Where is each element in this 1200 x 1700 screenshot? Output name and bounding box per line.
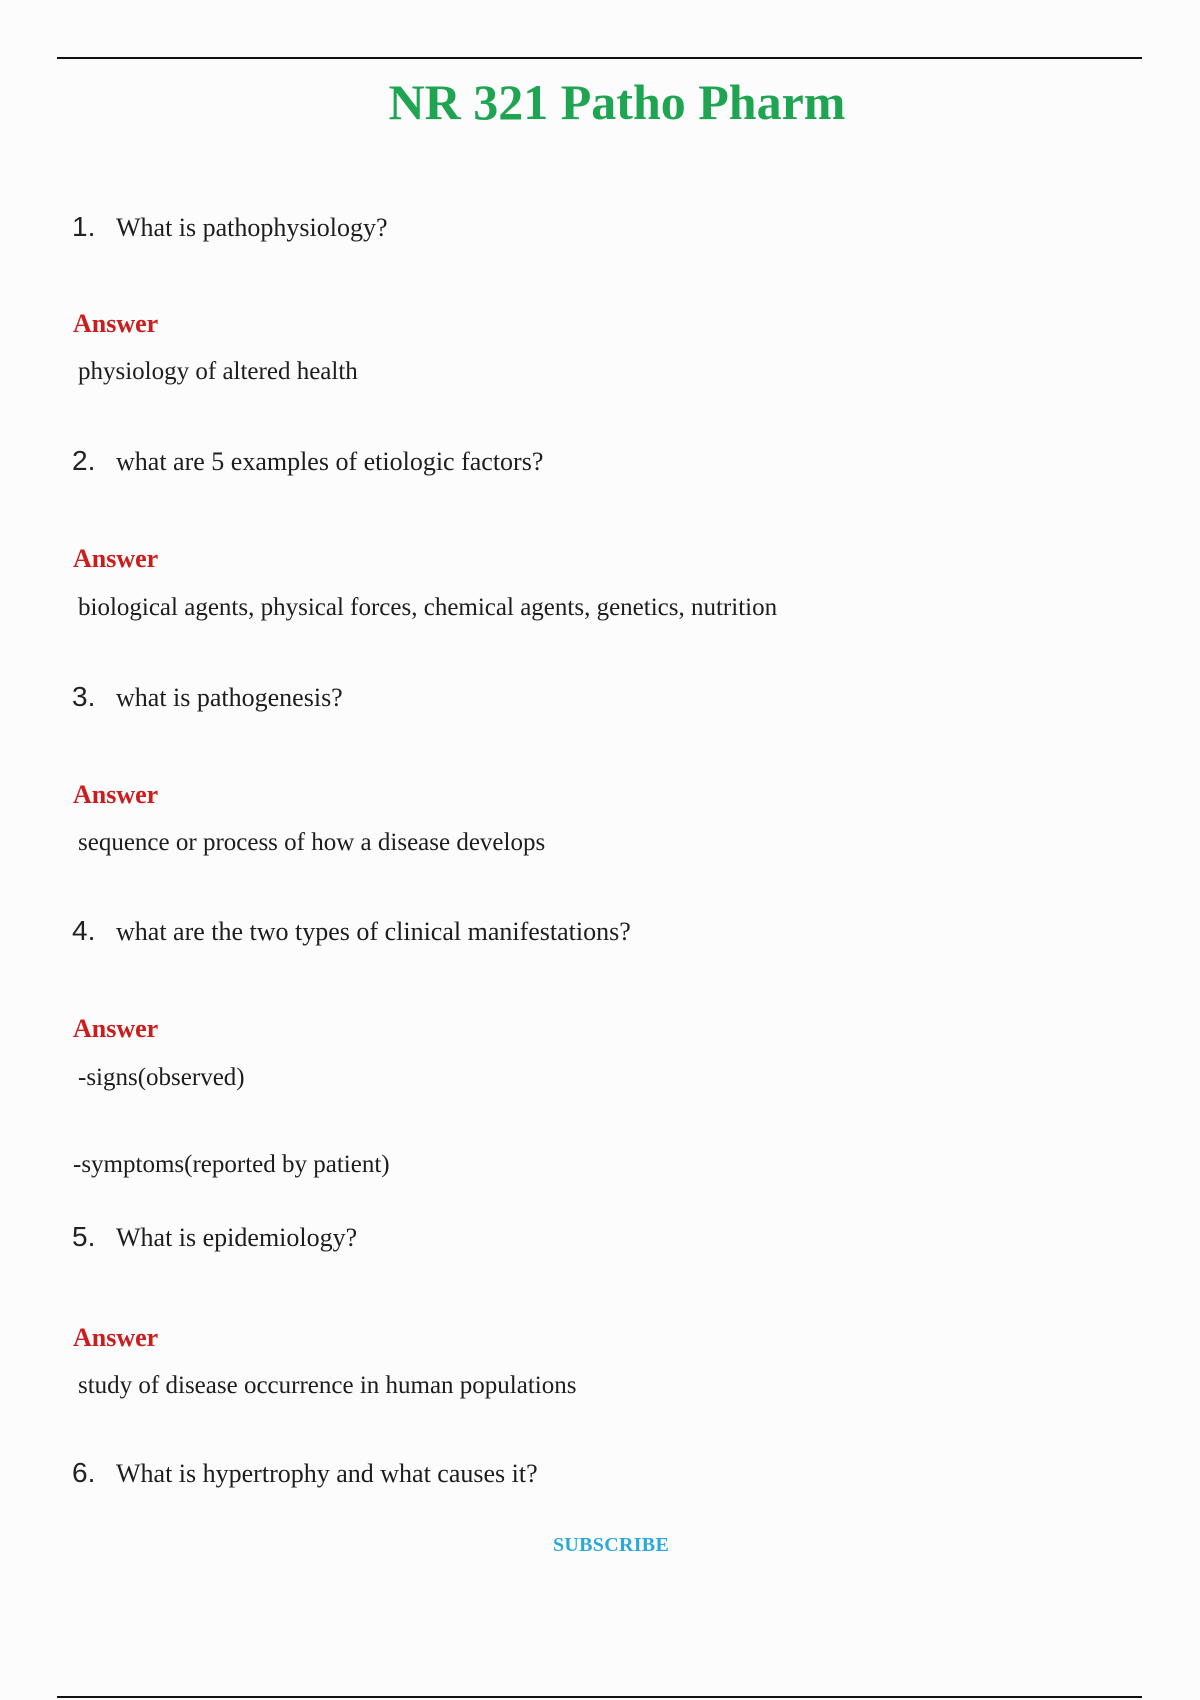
question-6 [72,1456,538,1490]
question-text: What is epidemiology? [116,1223,358,1252]
question-number: 6. [72,1457,96,1488]
top-rule [57,57,1142,59]
answer-text: sequence or process of how a disease develops [78,829,546,856]
question-5 [72,1220,357,1254]
answer-text: biological agents, physical forces, chemical agents, genetics, nutrition [78,594,778,621]
question-3 [72,680,343,714]
question-text: what are 5 examples of etiologic factors? [116,447,544,476]
question-1 [72,210,388,244]
question-text: What is pathophysiology? [116,213,388,242]
answer-label: Answer [73,544,159,573]
answer-text: -symptoms(reported by patient) [73,1151,390,1178]
question-number: 5. [72,1221,96,1252]
subscribe-link[interactable]: SUBSCRIBE [553,1534,670,1556]
answer-label: Answer [73,780,159,809]
question-4 [72,914,631,948]
question-number: 1. [72,211,96,242]
question-number: 2. [72,445,96,476]
bottom-rule [57,1696,1142,1698]
question-2 [72,444,543,478]
question-number: 3. [72,681,96,712]
question-number: 4. [72,915,96,946]
question-text: what are the two types of clinical manifestations? [116,917,631,946]
answer-label: Answer [73,1014,159,1043]
document-title: NR 321 Patho Pharm [388,74,846,130]
question-text: what is pathogenesis? [116,683,343,712]
answer-text: -signs(observed) [78,1064,245,1091]
answer-text: physiology of altered health [78,358,358,385]
answer-text: study of disease occurrence in human populations [78,1372,577,1399]
question-text: What is hypertrophy and what causes it? [116,1459,538,1488]
answer-label: Answer [73,309,159,338]
answer-label: Answer [73,1323,159,1352]
